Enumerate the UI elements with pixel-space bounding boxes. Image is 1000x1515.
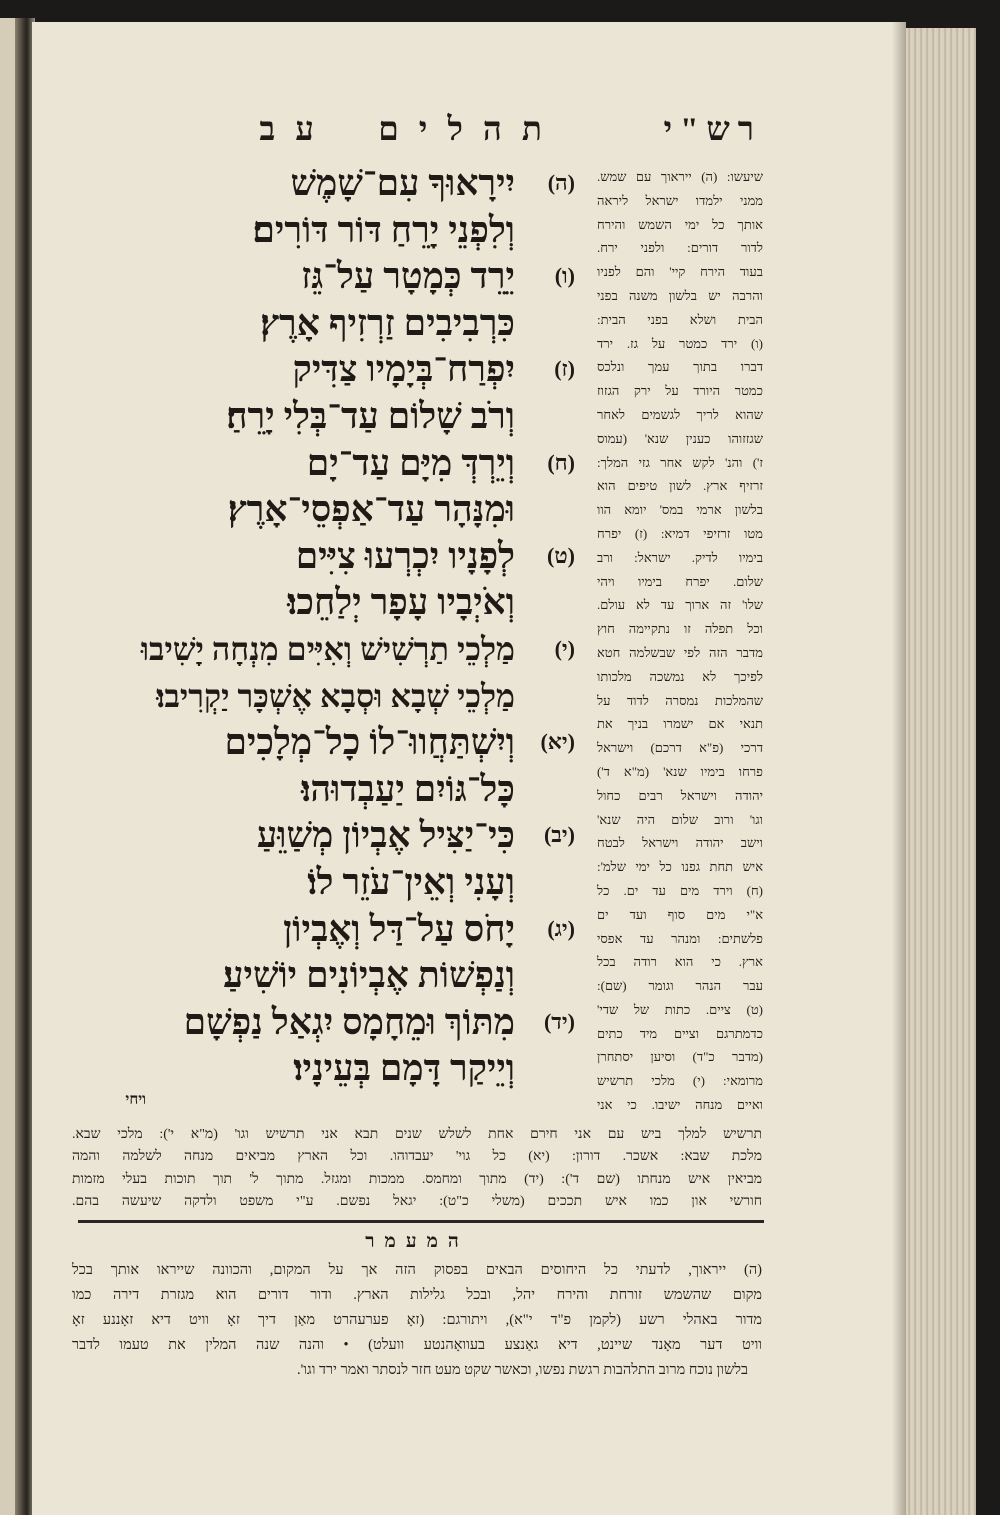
rashi-line: והרבה יש בלשון משנה בפני: [597, 287, 763, 303]
verse-line: [50, 999, 575, 1046]
rashi-line: שהוא לריך לגשמים לאחר: [597, 406, 763, 422]
page-stack-edges: [906, 28, 976, 1515]
verse-text: כָּל־גּוֹיִם יַעַבְדוּהוּ׃: [301, 768, 515, 809]
verse-line: [50, 533, 575, 580]
secondary-commentary-line: בלשון נוכח מרוב התלהבות רגשת נפשו, וכאשר שקט מעט חזר לנסתר ואמר ירד וגו'.: [296, 1362, 748, 1378]
verse-line: [50, 766, 575, 813]
rashi-line: דרכי (פ"א דרכם) וישראל: [597, 740, 763, 756]
verse-line: [50, 486, 575, 533]
running-header-book: תהלים עב: [259, 112, 562, 148]
verse-line: [50, 253, 575, 300]
verse-text: יִירָאוּךָ עִם־שָׁמֶשׁ: [290, 163, 515, 203]
rashi-line: איש תחת גפנו כל ימי שלמ':: [597, 859, 763, 875]
verse-line: [50, 859, 575, 906]
rashi-line: (ח) וירד מים עד ים. כל: [597, 882, 763, 898]
rashi-continuation-line: חורשי און כמו איש תככים (משלי כ"ט): יגאל נפשם. ע"י משפט ולדקה שיעשה בהם.: [72, 1194, 762, 1210]
verse-text: מִתּוֹךְ וּמֵחָמָס יִגְאַל נַפְשָׁם: [183, 1001, 515, 1042]
verse-text: וְיֵיקַר דָּמָם בְּעֵינָיו׃: [293, 1048, 515, 1089]
page-edge-shadow: [892, 22, 906, 1515]
verse-number: (ה): [547, 170, 575, 195]
verse-line: [50, 207, 575, 254]
rashi-continuation-line: מלכת שבא: אשכר. דורון: (יא) כל גוי' יעבדוהו. וכל הארץ מביאים מנחה לשלמה והמה: [72, 1149, 762, 1165]
rashi-line: לפיכך לא נמשכה מלכותו: [597, 668, 763, 684]
rashi-line: בעוד הירח קיי' והם לפניו: [597, 264, 763, 280]
rashi-line: ממני ילמדו ישראל ליראה: [597, 192, 763, 208]
verse-number: (ז): [554, 356, 575, 382]
rashi-line: א"י מים סוף ועד ים: [597, 906, 763, 922]
secondary-commentary-line: (ה) ייראוך, לדעתי כל היחוסים הבאים בפסוק הזה אך על המקום, והכוונה שייראו אותך בכל: [72, 1262, 762, 1278]
running-header-commentary: רש"י: [663, 112, 762, 148]
verse-text: יֵרֵד כְּמָטָר עַל־גֵּז: [301, 256, 515, 297]
rashi-continuation-line: תרשיש למלך ביש עם אני חירם אחת לשלש שנים תבא אני תרשיש וגו' (מ"א י'): מלכי שבא.: [72, 1127, 762, 1142]
rashi-line: כדמתרגם וציים מיד כתים: [597, 1025, 763, 1041]
verse-number: (יא): [540, 729, 575, 755]
verse-text: כִּרְבִיבִים זַרְזִיף אָרֶץ׃: [260, 302, 515, 343]
rashi-commentary-column: [597, 165, 763, 1117]
verse-text: וּמִנָּהָר עַד־אַפְסֵי־אָרֶץ׃: [227, 489, 515, 530]
verse-number: (י): [554, 635, 575, 661]
verse-number: (יד): [543, 1008, 575, 1034]
verse-text: מַלְכֵי שְׁבָא וּסְבָא אֶשְׁכָּר יַקְרִיבוּ׃: [156, 677, 515, 714]
verse-line: [50, 719, 575, 766]
verse-text: כִּי־יַצִּיל אֶבְיוֹן מְשַׁוֵּעַ: [256, 815, 515, 856]
verse-text: מַלְכֵי תַרְשִׁישׁ וְאִיִּים מִנְחָה יָשִׁיבוּ: [140, 630, 515, 667]
verse-text: לְפָנָיו יִכְרְעוּ צִיִּים: [295, 535, 515, 576]
rashi-continuation: [72, 1124, 762, 1214]
rashi-line: וגו' ורוב שלום היה שנא': [597, 811, 763, 827]
secondary-commentary: [72, 1258, 762, 1383]
verse-line: [50, 952, 575, 999]
rashi-line: שלום. יפרח בימיו ויהי: [597, 573, 763, 589]
rashi-line: זרזיף ארץ. לשון טיפים הוא: [597, 478, 763, 494]
secondary-commentary-line: מקום שהשמש זורחת והירח יהל, ובכל גלילות הארץ. ודור דורים הוא מגזרת דירה כמו: [72, 1287, 762, 1303]
verse-text: וְלִפְנֵי יָרֵחַ דּוֹר דּוֹרִים׃: [252, 209, 515, 250]
verse-text: וְיֵרְדְּ מִיָּם עַד־יָם: [306, 442, 515, 483]
rashi-line: כמטר היורד על ירק הגזוז: [597, 383, 763, 399]
verse-text: וְאֹיְבָיו עָפָר יְלַחֵכוּ׃: [287, 582, 515, 623]
verse-number: (יג): [547, 915, 575, 941]
secondary-commentary-line: וויט דער מאָנד שיינט, דיא גאַנצע בעוואָהנטע וועלט) • והנה שנה המלין את טעמו לדבר: [72, 1337, 762, 1353]
catchword: ויחי: [125, 1092, 146, 1108]
rashi-continuation-line: מביאין איש מנחתו (שם ד'): (יד) מתוך ומחמס. ממכות ומגזל. מתוך ל' תוך תוכות בעלי מזמות: [72, 1171, 762, 1187]
verse-number: (ו): [554, 263, 575, 289]
verse-line: [50, 906, 575, 953]
rashi-line: תנאי אם ישמרו בניך את: [597, 716, 763, 732]
rashi-line: (ו) ירד כמטר על גז. ירד: [597, 335, 763, 351]
rashi-line: בימיו לדיק. ישראל: ורב: [597, 549, 763, 565]
rashi-line: ארץ. כי הוא רודה בכל: [597, 954, 763, 970]
rashi-line: וכל תפלה זו נתקיימה חוץ: [597, 621, 763, 637]
rashi-line: לדור דורים: ולפני ירח.: [597, 240, 763, 256]
rashi-line: פלשתים: ומנהר עד אפסי: [597, 930, 763, 946]
rashi-line: שגזזוהו כענין שנא' (עמוס: [597, 430, 763, 446]
section-divider-rule: [78, 1220, 764, 1223]
rashi-line: עבר הנהר וגומר (שם):: [597, 978, 763, 994]
rashi-line: מטו זרזיפי דמיא: (ז) יפרח: [597, 525, 763, 541]
verse-line: [50, 812, 575, 859]
verse-text: יָחֹס עַל־דַּל וְאֶבְיוֹן: [283, 908, 515, 949]
secondary-commentary-title: המעמר: [365, 1231, 469, 1252]
verse-line: [50, 393, 575, 440]
rashi-line: (מדבר כ"ד) וסיען יסתחרן: [597, 1049, 763, 1065]
rashi-line: דברו בתוך עמך ונלכס: [597, 359, 763, 375]
rashi-line: אותך כל ימי השמש והירח: [597, 216, 763, 232]
rashi-line: (ט) ציים. כתות של שדי': [597, 1001, 763, 1017]
verse-line: [50, 346, 575, 393]
verse-text: וְרֹב שָׁלוֹם עַד־בְּלִי יָרֵחַ׃: [226, 395, 515, 436]
rashi-line: מרומאי: (י) מלכי תרשיש: [597, 1073, 763, 1089]
rashi-line: שלו' זה ארוך עד לא עולם.: [597, 597, 763, 613]
rashi-line: פרחו בימיו שנא' (מ"א ד'): [597, 763, 763, 779]
verse-text: וְעָנִי וְאֵין־עֹזֵר לוֹ׃: [307, 861, 515, 902]
rashi-line: שיעשו: (ה) ייראוך עם שמש.: [597, 169, 763, 184]
verse-text: וְנַפְשׁוֹת אֶבְיוֹנִים יוֹשִׁיעַ׃: [223, 955, 515, 996]
verse-number: (ט): [547, 542, 575, 568]
rashi-line: שהמלכות נמסרה לדוד על: [597, 692, 763, 708]
rashi-line: ז') והנ' לקש אחר גזי המלך:: [597, 454, 763, 470]
secondary-commentary-line: מדור באהלי רשע (לקמן פ"ד י"א), ויתורגם: (זאָ פערעהרט מאַן דיך זאָ וויט דיא זאָננע זאָ: [72, 1312, 762, 1328]
verse-line: [50, 579, 575, 626]
verse-line: [50, 673, 575, 720]
psalm-text-column: [50, 160, 575, 1092]
verse-line: [50, 1045, 575, 1092]
verse-text: וְיִשְׁתַּחֲווּ־לוֹ כָל־מְלָכִים: [224, 722, 515, 763]
rashi-line: מדבר הזה לפי שבשלמה חטא: [597, 644, 763, 660]
verse-number: (יב): [543, 822, 575, 848]
verse-line: [50, 300, 575, 347]
verse-line: [50, 626, 575, 673]
rashi-line: וישב יהודה וישראל לבטח: [597, 835, 763, 851]
rashi-line: יהודה וישראל רבים כחול: [597, 787, 763, 803]
rashi-line: ואיים מנחה ישיבו. כי אני: [597, 1097, 763, 1113]
verse-text: יִפְרַח־בְּיָמָיו צַדִּיק: [292, 349, 515, 390]
rashi-line: בלשון ארמי במס' יומא הוו: [597, 502, 763, 518]
verse-number: (ח): [547, 449, 575, 475]
verse-line: [50, 440, 575, 487]
verse-line: [50, 160, 575, 207]
rashi-line: הבית ושלא בפני הבית:: [597, 311, 763, 327]
